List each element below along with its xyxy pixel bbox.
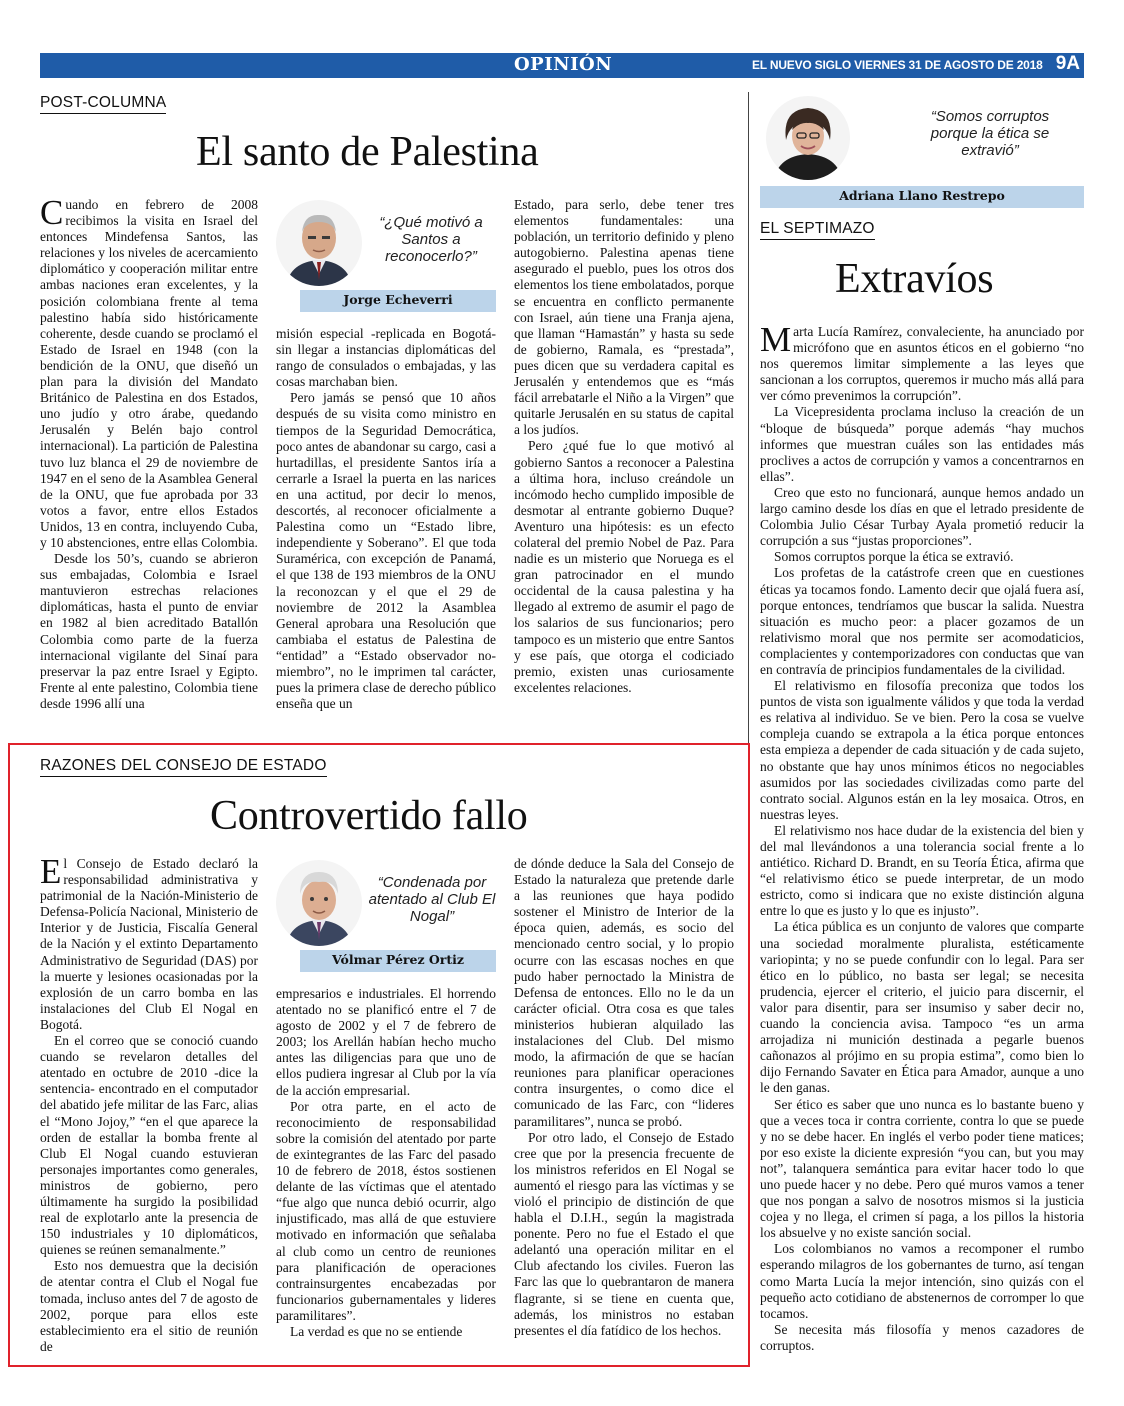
article2-kicker: RAZONES DEL CONSEJO DE ESTADO	[40, 757, 327, 777]
paper-date: EL NUEVO SIGLO VIERNES 31 DE AGOSTO DE 2018	[752, 58, 1043, 72]
avatar-volmar-perez-ortiz	[276, 860, 362, 946]
article1-paragraph: Desde los 50’s, cuando se abrieron sus embajadas, Colombia e Israel mantuvieron estrechas relaciones diplomáticas, hasta el punto de enviar en 1982 al bien acreditado Batallón Colombia como parte de la fuerza internacional vigilante del Sinaí para preservar la paz entre Israel y Egipto. Frente al ente palestino, Colombia tiene desde 1996 allí una	[40, 551, 258, 711]
article3-dropcap: M	[760, 324, 792, 359]
article3-paragraph: El relativismo nos hace dudar de la existencia del bien y del mal llevándonos a una tolerancia social frente a lo antiético. Richard D. Brandt, en su Teoría Ética, afirma que “el relativismo ético se puede interpretar, de un modo estricto, como si indicara que no existe distinción alguna entre lo que es justo y lo que es injusto”.	[760, 822, 1084, 919]
column-divider	[748, 92, 749, 1344]
article1-quote: “¿Qué motivó a Santos a reconocerlo?”	[379, 214, 483, 265]
article2-quote: “Condenada por atentado al Club El Nogal”	[368, 874, 496, 925]
article3-kicker: EL SEPTIMAZO	[760, 220, 875, 240]
portrait-man-icon	[276, 860, 362, 946]
article1-author-box	[274, 198, 496, 314]
article2-paragraph: l Consejo de Estado declaró la responsabilidad administrativa y patrimonial de la Nación-Ministerio de Defensa-Policía Nacional, Ministerio de Interior y de Justicia, Fiscalía General de la Nación y el extinto Departamento Administrativo de Seguridad (DAS) por la muerte y lesiones ocasionadas por la explosión de un carro bomba en las instalaciones del Club El Nogal en Bogotá.	[40, 856, 258, 1032]
article1-paragraph: uando en febrero de 2008 recibimos la visita en Israel del entonces Mindefensa Santos, las relaciones y los niveles de acercamiento diplomático y cooperación militar entre ambas naciones eran excelentes, y la posición colombiana frente al tema palestino había sido históricamente coherente, desde cuando se proclamó el Estado de Israel en 1948 (con la bendición de la ONU, que diseñó un plan para la división del Mandato Británico de Palestina en dos Estados, uno judío y otro árabe, quedando Jerusalén y Belén bajo control internacional). La partición de Palestina tuvo luz blanca el 29 de noviembre de 1947 en el seno de la Asamblea General de la ONU, que fue aprobada por 33 votos a favor, entre ellos Estados Unidos, 13 en contra, incluyendo Cuba, y 10 abstenciones, entre ellas Colombia.	[40, 197, 258, 550]
article3-paragraph: El relativismo en filosofía preconiza que todos los puntos de vista son igualmente válidos y que toda la verdad es relativa al individuo. Se ve bien. Pero la cosa se vuelve compleja cuando se extrapola a la ética porque entonces esta empieza a depender de cada situación y de cada sujeto, no obstante que hay unos mínimos éticos no negociables asumidos por las sociedades civilizadas como parte del contrato social. Algunos están en la ley mosaica. Otros, en nuestras leyes.	[760, 678, 1084, 822]
article2-dropcap: E	[40, 856, 62, 891]
article3-quote: “Somos corruptos porque la ética se extravió”	[930, 108, 1050, 159]
article2-author-box	[274, 858, 496, 974]
portrait-man-icon	[276, 200, 362, 286]
article2-paragraph: empresarios e industriales. El horrendo atentado no se planificó entre el 7 de agosto de 2002 y el 7 de febrero de 2003; los Arellán habían hecho mucho antes las diligencias para que uno de ellos pudiera ingresar al Club por la vía de la acción empresarial.	[276, 986, 496, 1098]
article1-paragraph: Estado, para serlo, debe tener tres elementos fundamentales: una población, un territorio definido y pleno autogobierno. Palestina apenas tiene asegurado el pueblo, pues los otros dos elementos los tiene embolatados, porque se encuentra en conflicto permanente con Israel, aún tiene una Franja ajena, que llaman “Hamastán” y hasta su sede de gobierno, Ramala, es “prestada”, pues dicen que su verdadera capital es Jerusalén y entendemos que es “más fácil arrebatarle el Niño a la Virgen” que quitarle Jerusalén en su status de capital a los judíos.	[514, 197, 734, 438]
article3-author-box	[760, 94, 1084, 208]
article3-paragraph: Ser ético es saber que uno nunca es lo bastante bueno y que a veces toca ir contra corriente, contra lo que se puede y no se debe hacer. En inglés el verbo poder tiene matices; por eso existe la diciente expresión “you can, but you may not”, talanquera semántica para evitar hacer todo lo que uno puede hacer y no debe. Pero qué muros vamos a tener que nos pongan a salvo de nosotros mismos si la justicia cojea y no llega, el crimen sí paga, a los pillos la historia los absuelve y no existe sanción social.	[760, 1096, 1084, 1241]
article3-paragraph: Se necesita más filosofía y menos cazadores de corruptos.	[760, 1321, 1084, 1353]
article2-author-name: Vólmar Pérez Ortiz	[300, 950, 496, 972]
article1-col1	[40, 197, 258, 727]
avatar-jorge-echeverri	[276, 200, 362, 286]
article1-author-name: Jorge Echeverri	[300, 290, 496, 312]
article2-paragraph: Por otra parte, en el acto de reconocimiento de responsabilidad sobre la comisión del atentado por parte de exintegrantes de las Farc del pasado 10 de febrero de 2018, éstos sostienen delante de las víctimas que el atentado “fue algo que nunca debió ocurrir, algo injustificado, mas allá de que estuviere motivado en información que señalaba al club como un centro de reuniones para planificación de operaciones contrainsurgentes encabezadas por funcionarios gubernamentales y lideres paramilitares”.	[276, 1098, 496, 1323]
article3-paragraph: arta Lucía Ramírez, convaleciente, ha anunciado por micrófono que en asuntos éticos en el gobierno “no nos queremos limitar simplemente a las leyes que sancionan a los corruptos, queremos ir mucho más allá para ver cómo prevenimos la corrupción”.	[760, 324, 1084, 404]
article2-paragraph: de dónde deduce la Sala del Consejo de Estado la naturaleza que pretende darle a las reuniones que haya podido sostener el Ministro de Interior de la época quien, además, es socio del mencionado centro social, y lo propio ocurre con las escasas noches en que pudo haber pernoctado la Ministra de Defensa de entonces. Ello no le da un carácter oficial. Otra cosa es que tales ministerios hubieran alquilado las instalaciones del Club. Del mismo modo, la afirmación de que se hacían reuniones para planificar operaciones contra insurgentes, o como dice el comunicado de las Farc, con “lideres paramilitares”, nunca se probó.	[514, 856, 734, 1129]
article1-col2	[276, 326, 496, 726]
article3-paragraph: Los colombianos no vamos a recomponer el rumbo esperando milagros de los gobernantes de turno, así tengan como Marta Lucía la mejor intención, sino quizás con el pequeño acto cotidiano de abstenernos de corromper lo que tocamos.	[760, 1241, 1084, 1321]
article3-paragraph: Creo que esto no funcionará, aunque hemos andado un largo camino desde los días en que el letrado presidente de Colombia Julio César Turbay Ayala prometió reducir la corrupción a sus “justas proporciones”.	[760, 484, 1084, 549]
article1-dropcap: C	[40, 197, 64, 232]
portrait-woman-icon	[766, 96, 850, 180]
article3-paragraph: La ética pública es un conjunto de valores que comparte una sociedad moralmente pluralista, estéticamente variopinta; y no se puede confundir con lo legal. Para ser ético en lo público, no basta ser legal; se necesita prudencia, ejercer el criterio, el juicio para discernir, el valor para disentir, para ser insumiso y saber decir no, cuando la conciencia avisa. Tampoco “es un arma arrojadiza ni munición destinada a pegarle buenos cañonazos al prójimo en su propia estima”, como bien lo dijo Fernando Savater en Ética para Amador, aunque a uno le den ganas.	[760, 919, 1084, 1096]
article2-paragraph: Por otro lado, el Consejo de Estado cree que por la presencia frecuente de los ministros referidos en El Nogal se aumentó el riesgo para las víctimas y se violó el principio de distinción de que habla el D.I.H., según la magistrada ponente. Pero no fue el Estado el que adelantó una operación militar en el Club afectando los civiles. Fueron las Farc las que lo quebrantaron de manera flagrante, si se tiene en cuenta que, además, los ministros no estaban presentes el día fatídico de los hechos.	[514, 1129, 734, 1338]
article2-paragraph: La verdad es que no se entiende	[290, 1323, 463, 1339]
section-title: OPINIÓN	[514, 54, 613, 75]
article2-col2	[276, 986, 496, 1356]
article2-col3	[514, 856, 734, 1356]
article3-body	[760, 324, 1084, 1354]
article3-author-name: Adriana Llano Restrepo	[760, 186, 1084, 208]
article1-headline: El santo de Palestina	[196, 129, 539, 175]
avatar-adriana-llano-restrepo	[766, 96, 850, 180]
article1-paragraph: Pero ¿qué fue lo que motivó al gobierno Santos a reconocer a Palestina a última hora, incluso creándole un incómodo hecho cumplido imposible de desmotar al entrante gobierno Duque? Aventuro una hipótesis: es un efecto colateral del premio Nobel de Paz. Para nadie es un misterio que Noruega es el gran patrocinador en el mundo occidental de la causa palestina y ha llegado al extremo de asumir el pago de los salarios de sus funcionarios; pero tampoco es un misterio que entre Santos y ese país, que otorga el codiciado premio, existen unas curiosamente excelentes relaciones.	[514, 438, 734, 695]
article2-headline: Controvertido fallo	[210, 793, 528, 839]
article2-paragraph: En el correo que se conoció cuando cuando se revelaron detalles del atentado en octubre de 2010 -dice la sentencia- encontrado en el computador del abatido jefe militar de las Farc, alias el “Mono Jojoy,” “en el que aparece la orden de estallar la bomba frente al Club El Nogal cuando estuvieran personajes importantes como generales, ministros de gobierno, pero últimamente ha surgido la posibilidad real de explotarlo ante la presencia de 150 industriales y 10 diplomáticos, quienes se reúnen semanalmente.”	[40, 1033, 258, 1258]
article1-paragraph: Pero jamás se pensó que 10 años después de su visita como ministro en tiempos de la Seguridad Democrática, poco antes de abandonar su cargo, casi a hurtadillas, el presidente Santos iría a cerrarle a Israel la puerta en las narices en una actitud, por decir lo menos, descortés, al reconocer oficialmente a Palestina como un “Estado libre, independiente y Soberano”. El que toda Suramérica, con excepción de Panamá, el que 138 de 193 miembros de la ONU la reconozcan y el que el 29 de noviembre de 2012 la Asamblea General aprobara una Resolución que cambiaba el estatus de Palestina de “entidad” a “Estado observador no-miembro”, no le imprimen tal carácter, pues la primera clase de derecho público enseña que un	[276, 390, 496, 712]
article3-paragraph: Somos corruptos porque la ética se extravió.	[774, 549, 1014, 565]
page-number: 9A	[1055, 53, 1080, 74]
masthead-bar	[40, 53, 1084, 78]
article1-kicker: POST-COLUMNA	[40, 94, 166, 114]
article2-paragraph: Esto nos demuestra que la decisión de atentar contra el Club el Nogal fue tomada, incluso antes del 7 de agosto de 2002, porque para ellos este establecimiento era el sitio de reunión de	[40, 1258, 258, 1354]
article1-col3	[514, 197, 734, 727]
article3-paragraph: La Vicepresidenta proclama incluso la creación de un “bloque de búsqueda” porque además “hay muchos informes que muestran cuáles son las entidades más proclives a actos de corrupción y vamos a concentrarnos en ellas”.	[760, 404, 1084, 484]
article3-paragraph: Los profetas de la catástrofe creen que en cuestiones éticas ya tocamos fondo. Lamento decir que ojalá fuera así, porque entonces, tendríamos que buscar la salida. Nuestra situación es mucho peor: a placer gozamos de un relativismo moral que nos permite ser acomodaticios, complacientes y contemporizadores con conductas que van en contravía de principios fundamentales de la civilidad.	[760, 565, 1084, 677]
article2-col1	[40, 856, 258, 1356]
article3-headline: Extravíos	[835, 256, 994, 302]
article1-paragraph: misión especial -replicada en Bogotá- sin llegar a instancias diplomáticas del rango de consulados o embajadas, y las cosas marchaban bien.	[276, 326, 496, 390]
